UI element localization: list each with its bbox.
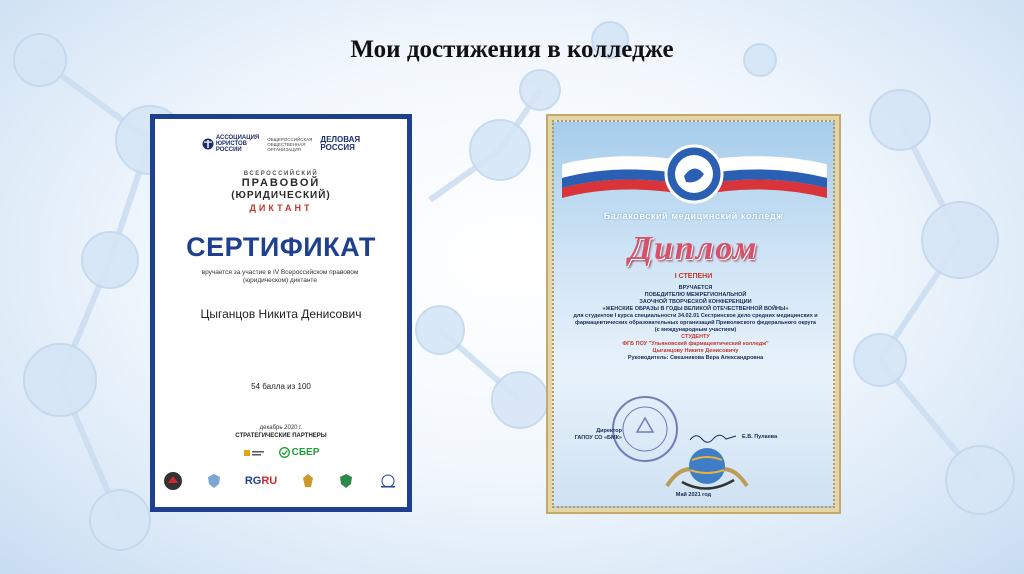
org-logo-text: ОБЩЕРОССИЙСКАЯ [267, 136, 313, 142]
org-logo-text: ОБЩЕСТВЕННАЯ [267, 141, 306, 147]
sber-check-icon [279, 447, 290, 458]
association-logo-text: АССОЦИАЦИЯ [215, 135, 260, 141]
dictant-logo [155, 171, 407, 214]
certificate-score: 54 балла из 100 [251, 382, 311, 391]
certificate-subtitle: вручается за участие в IV Всероссийском правовом (юридическом) диктанте [201, 269, 359, 284]
ministry-emblem-icon [207, 473, 221, 489]
partner-logos-row [163, 471, 399, 491]
public-organization-logo [267, 137, 312, 152]
student-name: Цыганцову Никите Денисовичу [652, 348, 739, 354]
diploma-date: Май 2021 год [675, 492, 712, 498]
certificate-image [150, 114, 412, 512]
diploma-line: ЗАОЧНОЙ ТВОРЧЕСКОЙ КОНФЕРЕНЦИИ [639, 299, 752, 305]
sber-logo-text: СБЕР [291, 447, 320, 458]
rgru-logo-text: RG [244, 475, 262, 487]
delovaya-rossiya-logo [320, 136, 360, 152]
certificate-body [155, 119, 407, 507]
diploma-line: фармацевтических образовательных организаций Приволжского федерального округа [575, 320, 816, 326]
dictant-line: (ЮРИДИЧЕСКИЙ) [231, 190, 331, 201]
association-logo-text: ЮРИСТОВ [215, 141, 248, 147]
dictant-line: ДИКТАНТ [249, 203, 313, 213]
diploma-line: для студентов I курса специальности 34.02.01 Сестринское дело средних медицинских и [573, 313, 818, 319]
dictant-line: ВСЕРОССИЙСКИЙ [243, 171, 319, 177]
globe-stethoscope-icon [662, 442, 752, 492]
signer-title-line: Директор [596, 428, 622, 434]
legal-service-logo-icon [377, 473, 399, 489]
diploma-line: ПОБЕДИТЕЛЮ МЕЖРЕГИОНАЛЬНОЙ [644, 292, 747, 298]
fns-emblem-icon [339, 473, 353, 489]
diploma-body [552, 120, 835, 508]
business-logo-text: РОССИЯ [320, 143, 355, 152]
diploma-degree: I СТЕПЕНИ [674, 273, 713, 280]
certificate-recipient: Цыганцов Никита Денисович [200, 307, 362, 321]
dictant-line: ПРАВОВОЙ [241, 177, 321, 189]
student-label: СТУДЕНТУ [681, 334, 710, 340]
diploma-line: ВРУЧАЕТСЯ [678, 285, 713, 291]
diploma-image [546, 114, 841, 514]
association-logo-text: РОССИИ [215, 147, 242, 153]
college-name: Балаковский медицинский колледж [603, 211, 784, 221]
diploma-text [568, 285, 823, 362]
scales-icon [202, 138, 214, 150]
signer-title-line: ГАПОУ СО «БМК» [574, 435, 622, 441]
signer-name: Е.В. Пулаева [742, 434, 778, 440]
diploma-line: «ЖЕНСКИЕ ОБРАЗЫ В ГОДЫ ВЕЛИКОЙ ОТЕЧЕСТВЕННОЙ ВОЙНЫ» [602, 306, 789, 312]
emblem-logo-icon [163, 471, 183, 491]
slide-title: Мои достижения в колледже [350, 36, 674, 63]
sponsor-logos [155, 447, 407, 458]
supervisor: Руководитель: Свешникова Вера Александровна [627, 355, 764, 361]
rgru-logo-text: RU [261, 475, 278, 487]
diploma-title: Диплом [628, 230, 759, 267]
student-organization: ФГБ ПОУ "Ульяновский фармацевтический колледж" [622, 341, 769, 347]
sber-logo [279, 447, 320, 458]
partners-label: СТРАТЕГИЧЕСКИЕ ПАРТНЕРЫ [235, 433, 327, 439]
diploma-line: (с международным участием) [654, 327, 737, 333]
org-logo-text: ОРГАНИЗАЦИЯ [267, 146, 301, 152]
certificate-date: декабрь 2020 г. [259, 425, 303, 431]
fund-logo-icon [243, 448, 265, 458]
rgru-logo [245, 475, 277, 487]
flag-ribbon-icon [562, 144, 827, 204]
certificate-header-logos [155, 135, 407, 153]
association-logo [202, 135, 259, 153]
business-logo-text: ДЕЛОВАЯ [320, 135, 361, 144]
eagle-emblem-icon [301, 473, 315, 489]
certificate-title: СЕРТИФИКАТ [186, 232, 376, 262]
signer-title [574, 428, 622, 442]
